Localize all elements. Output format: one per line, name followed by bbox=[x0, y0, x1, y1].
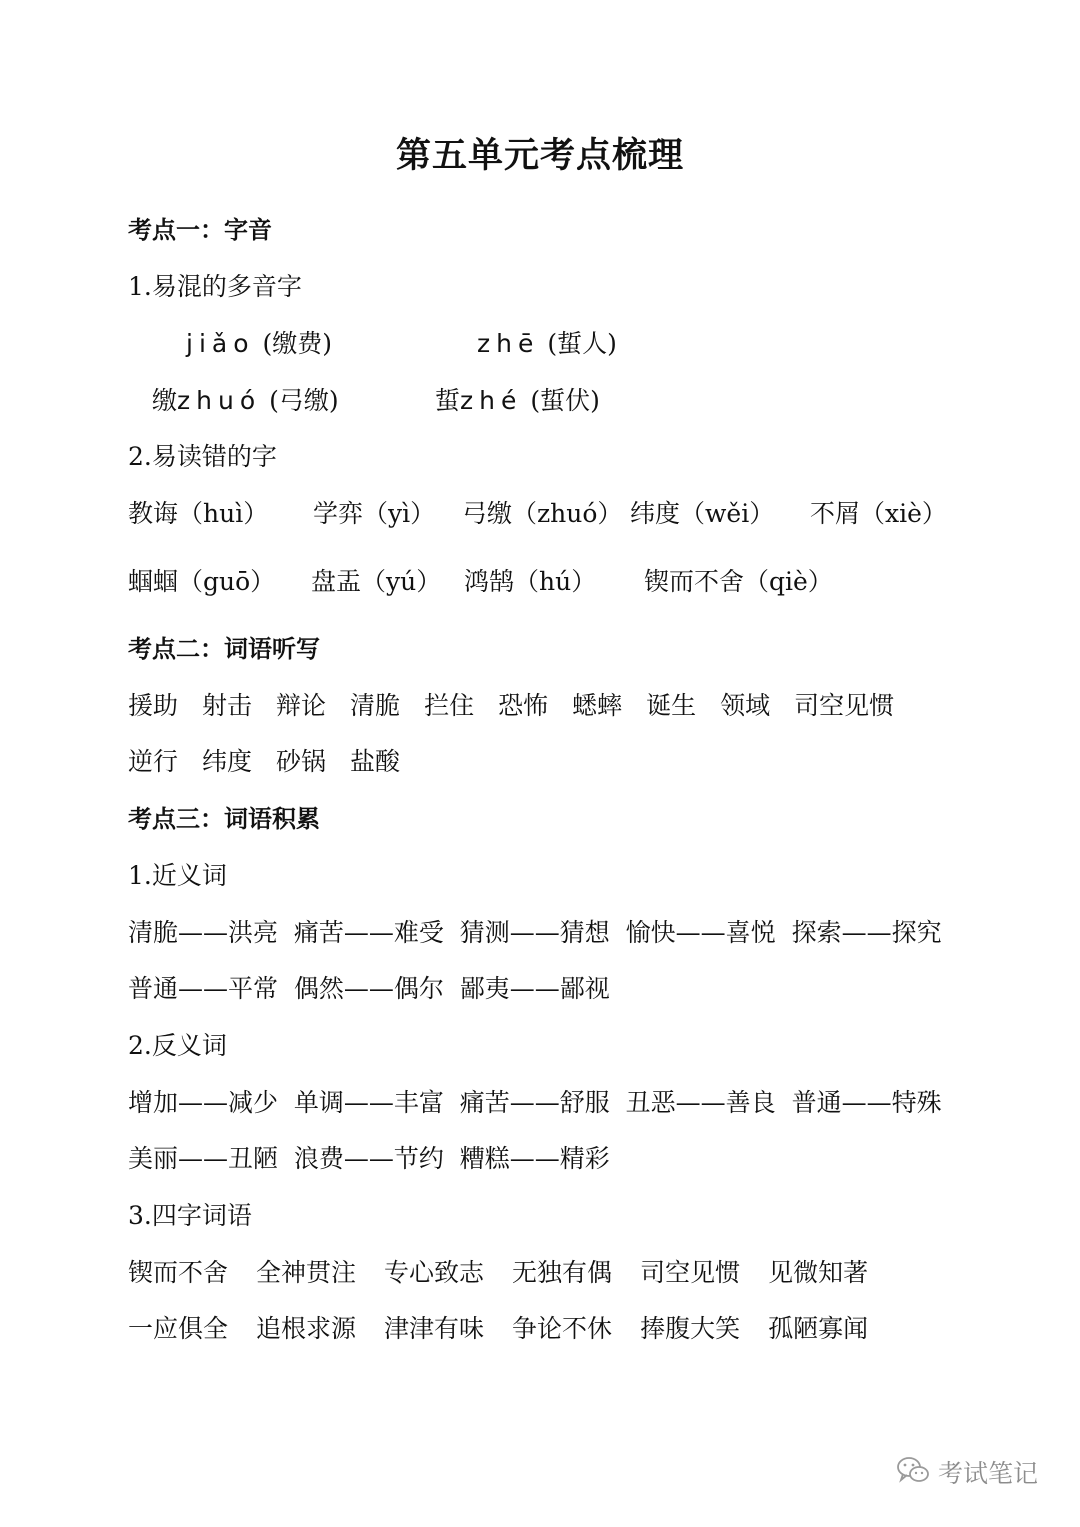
section-heading-dictation: 考点二：词语听写 bbox=[128, 634, 320, 663]
subheading-idioms: 3.四字词语 bbox=[128, 1201, 252, 1230]
dictation-word: 盐酸 bbox=[350, 747, 401, 776]
polyphone-char: 缴 bbox=[152, 386, 178, 415]
watermark-text: 考试笔记 bbox=[938, 1459, 1039, 1488]
example-word: (蜇人) bbox=[547, 329, 617, 358]
idiom: 追根求源 bbox=[256, 1314, 357, 1343]
idiom: 争论不休 bbox=[512, 1314, 613, 1343]
idiom: 锲而不舍 bbox=[128, 1258, 229, 1287]
dictation-word: 砂锅 bbox=[276, 747, 327, 776]
misread-item: 鸿鹄（hú） bbox=[464, 567, 597, 596]
polyphone-entry bbox=[186, 327, 332, 361]
misread-item: 纬度（wěi） bbox=[630, 499, 775, 528]
wechat-icon bbox=[896, 1455, 930, 1489]
dictation-word: 援助 bbox=[128, 691, 179, 720]
misread-item: 教诲（huì） bbox=[128, 499, 269, 528]
dictation-word: 辩论 bbox=[276, 691, 327, 720]
idiom: 捧腹大笑 bbox=[640, 1314, 741, 1343]
example-word: (蜇伏) bbox=[530, 386, 600, 415]
idiom: 津津有味 bbox=[384, 1314, 485, 1343]
polyphone-entry bbox=[152, 384, 339, 418]
idioms-row-1 bbox=[128, 1256, 868, 1290]
dictation-row-1 bbox=[128, 689, 894, 723]
dictation-word: 纬度 bbox=[202, 747, 253, 776]
idiom: 司空见惯 bbox=[640, 1258, 741, 1287]
pinyin: zhé bbox=[460, 386, 523, 415]
misread-item: 锲而不舍（qiè） bbox=[644, 567, 833, 596]
idiom: 一应俱全 bbox=[128, 1314, 229, 1343]
dictation-word: 拦住 bbox=[424, 691, 475, 720]
section-heading-vocabulary: 考点三：词语积累 bbox=[128, 804, 320, 833]
misread-item: 不屑（xiè） bbox=[810, 499, 947, 528]
idiom: 无独有偶 bbox=[512, 1258, 613, 1287]
dictation-word: 逆行 bbox=[128, 747, 179, 776]
dictation-word: 司空见惯 bbox=[794, 691, 895, 720]
dictation-row-2 bbox=[128, 745, 400, 779]
subheading-synonyms: 1.近义词 bbox=[128, 861, 227, 890]
polyphone-char: 蜇 bbox=[435, 386, 461, 415]
page-title: 第五单元考点梳理 bbox=[395, 135, 684, 176]
idiom: 孤陋寡闻 bbox=[768, 1314, 869, 1343]
subheading-misread: 2.易读错的字 bbox=[128, 442, 277, 471]
pinyin: zhē bbox=[477, 329, 540, 358]
dictation-word: 清脆 bbox=[350, 691, 401, 720]
example-word: (缴费) bbox=[262, 329, 332, 358]
idioms-row-2 bbox=[128, 1312, 868, 1346]
section-heading-pronunciation: 考点一：字音 bbox=[128, 215, 272, 244]
dictation-word: 恐怖 bbox=[498, 691, 549, 720]
antonyms-row-2: 美丽——丑陋 浪费——节约 糟糕——精彩 bbox=[128, 1144, 610, 1173]
dictation-word: 领域 bbox=[720, 691, 771, 720]
synonyms-row-1: 清脆——洪亮 痛苦——难受 猜测——猜想 愉快——喜悦 探索——探究 bbox=[128, 918, 942, 947]
watermark bbox=[896, 1452, 1038, 1492]
dictation-word: 射击 bbox=[202, 691, 253, 720]
synonyms-row-2: 普通——平常 偶然——偶尔 鄙夷——鄙视 bbox=[128, 974, 610, 1003]
idiom: 见微知著 bbox=[768, 1258, 869, 1287]
pinyin: jiǎo bbox=[186, 329, 255, 358]
idiom: 专心致志 bbox=[384, 1258, 485, 1287]
misread-item: 弓缴（zhuó） bbox=[462, 499, 623, 528]
dictation-word: 诞生 bbox=[646, 691, 697, 720]
subheading-antonyms: 2.反义词 bbox=[128, 1031, 227, 1060]
polyphone-entry bbox=[477, 327, 617, 361]
subheading-polyphones: 1.易混的多音字 bbox=[128, 272, 302, 301]
polyphone-entry bbox=[435, 384, 600, 418]
misread-item: 学弈（yì） bbox=[313, 499, 436, 528]
idiom: 全神贯注 bbox=[256, 1258, 357, 1287]
misread-item: 蝈蝈（guō） bbox=[128, 567, 276, 596]
antonyms-row-1: 增加——减少 单调——丰富 痛苦——舒服 丑恶——善良 普通——特殊 bbox=[128, 1088, 942, 1117]
dictation-word: 蟋蟀 bbox=[572, 691, 623, 720]
misread-item: 盘盂（yú） bbox=[311, 567, 442, 596]
example-word: (弓缴) bbox=[269, 386, 339, 415]
pinyin: zhuó bbox=[177, 386, 262, 415]
